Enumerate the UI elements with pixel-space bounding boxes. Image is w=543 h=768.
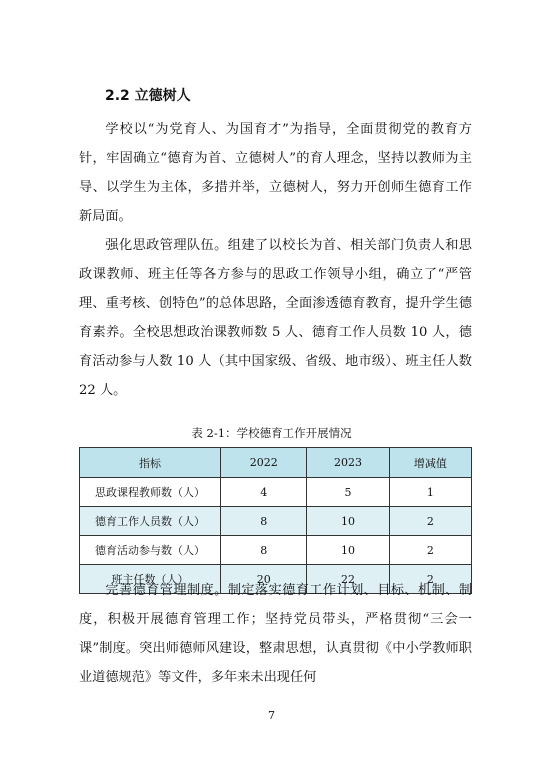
table-cell: 22 [307, 565, 389, 594]
section-title: 2.2 立德树人 [105, 88, 191, 104]
table-caption: 表 2-1：学校德育工作开展情况 [191, 426, 352, 440]
table-cell: 思政课程教师数（人） [80, 478, 221, 507]
table-row [80, 536, 472, 565]
table-cell: 8 [221, 536, 307, 565]
column-header-2023: 2023 [307, 448, 389, 478]
moral-education-table [79, 447, 472, 594]
table-header-row [80, 448, 472, 478]
table-cell: 1 [389, 478, 471, 507]
table-cell: 10 [307, 507, 389, 536]
table-cell: 8 [221, 507, 307, 536]
table-cell: 2 [389, 565, 471, 594]
table-cell: 5 [307, 478, 389, 507]
table-cell: 2 [389, 536, 471, 565]
column-header-indicator: 指标 [80, 448, 221, 478]
table-cell: 2 [389, 507, 471, 536]
table-cell: 德育活动参与数（人） [80, 536, 221, 565]
table-cell: 4 [221, 478, 307, 507]
paragraph-ideological-team: 强化思政管理队伍。组建了以校长为首、相关部门负责人和思政课教师、班主任等各方参与的思政工作领导小组，确立了“严管理、重考核、创特色”的总体思路，全面渗透德育教育，提升学生德育素养。全校思想政治课教师数 5 人、德育工作人员数 10 人，德育活动参与人数 10 人（其中国家级、省级、地市级）、班主任人数 22 人。 [79, 238, 472, 398]
table-cell: 班主任数（人） [80, 565, 221, 594]
table-row [80, 478, 472, 507]
table-cell: 20 [221, 565, 307, 594]
table-cell: 德育工作人员数（人） [80, 507, 221, 536]
table-cell: 10 [307, 536, 389, 565]
page-number: 7 [268, 709, 275, 722]
paragraph-management-system: 完善德育管理制度。制定落实德育工作计划、目标、机制、制度，积极开展德育管理工作；坚持党员带头，严格贯彻“三会一课”制度。突出师德师风建设，整肃思想，认真贯彻《中小学教师职业道德规范》等文件，多年来未出现任何 [79, 583, 472, 685]
column-header-2022: 2022 [221, 448, 307, 478]
column-header-change: 增减值 [389, 448, 471, 478]
paragraph-intro: 学校以“为党育人、为国育才”为指导，全面贯彻党的教育方针，牢固确立“德育为首、立德树人”的育人理念，坚持以教师为主导、以学生为主体，多措并举，立德树人，努力开创师生德育工作新局面。 [79, 122, 472, 224]
table-row [80, 507, 472, 536]
